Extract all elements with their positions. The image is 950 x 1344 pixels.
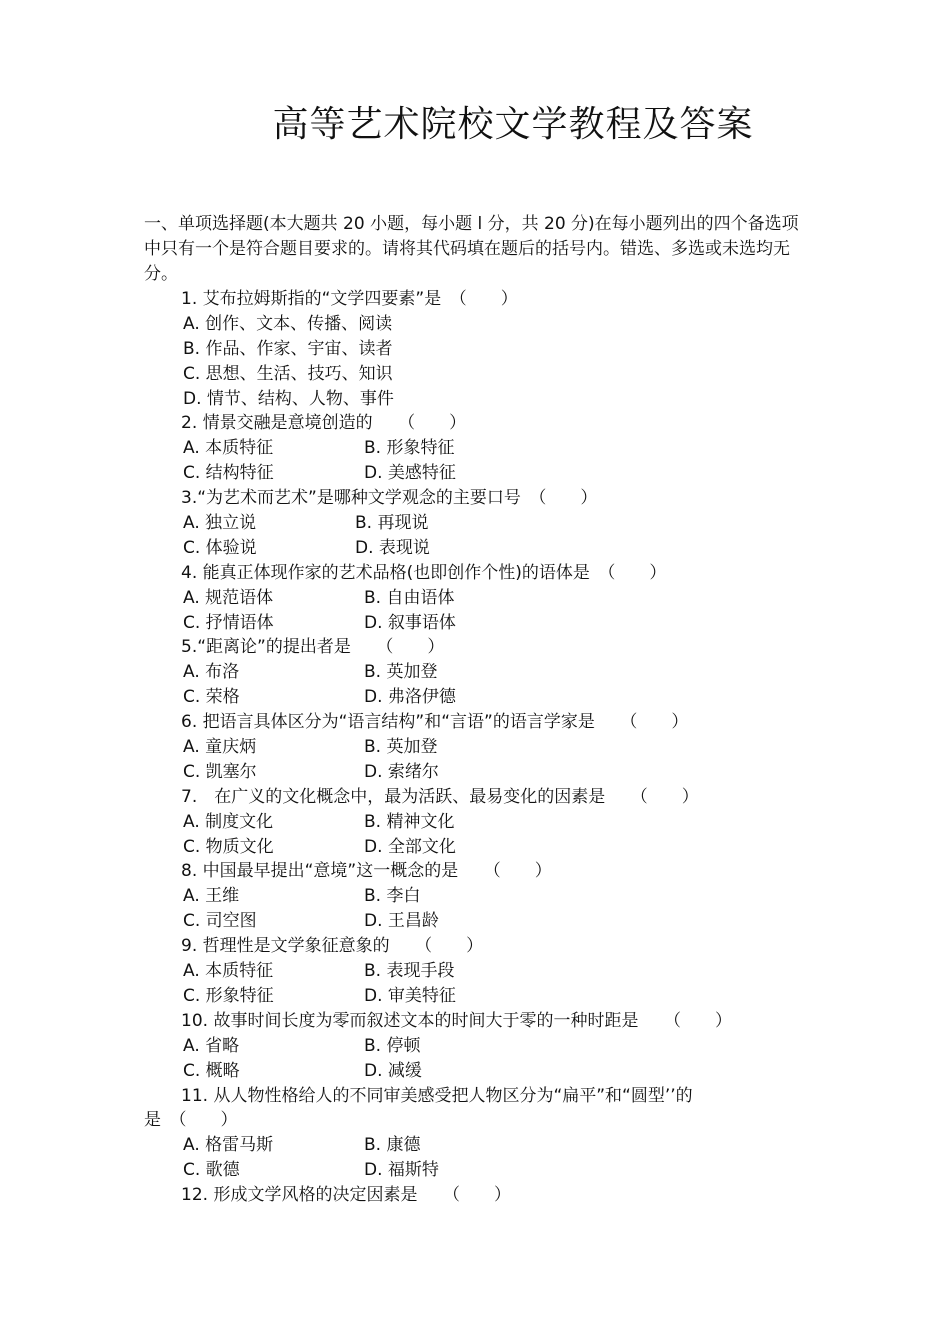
question-stem: 7. 在广义的文化概念中，最为活跃、最易变化的因素是 （ ） bbox=[181, 786, 699, 807]
option-row bbox=[0, 1133, 950, 1158]
question-stem: 10. 故事时间长度为零而叙述文本的时间大于零的一种时距是 （ ） bbox=[181, 1010, 732, 1031]
option-row bbox=[0, 536, 950, 561]
option-row bbox=[0, 362, 950, 387]
option-row bbox=[0, 1059, 950, 1084]
option: D. 福斯特 bbox=[364, 1160, 439, 1181]
question-stem: 1. 艾布拉姆斯指的“文学四要素”是 （ ） bbox=[181, 289, 518, 309]
option: A. 童庆炳 bbox=[183, 737, 257, 758]
option: A. 创作、文本、传播、阅读 bbox=[183, 313, 393, 334]
option: D. 全部文化 bbox=[364, 836, 456, 857]
option: D. 叙事语体 bbox=[364, 612, 456, 633]
question-stem-continued: 是 （ ） bbox=[144, 1110, 238, 1131]
option: D. 审美特征 bbox=[364, 985, 456, 1006]
option: D. 美感特征 bbox=[364, 463, 456, 484]
question-stem: 6. 把语言具体区分为“语言结构”和“言语”的语言学家是 （ ） bbox=[181, 712, 689, 733]
option: C. 思想、生活、技巧、知识 bbox=[183, 363, 393, 384]
option-row bbox=[0, 586, 950, 611]
option: B. 英加登 bbox=[364, 737, 438, 758]
option: D. 索绪尔 bbox=[364, 761, 439, 782]
option: A. 省略 bbox=[183, 1035, 240, 1056]
option: D. 情节、结构、人物、事件 bbox=[183, 388, 394, 409]
option-row bbox=[0, 959, 950, 984]
option-row bbox=[0, 387, 950, 412]
option: B. 李白 bbox=[364, 886, 421, 907]
option-row bbox=[0, 1158, 950, 1183]
question-stem: 8. 中国最早提出“意境”这一概念的是 （ ） bbox=[181, 861, 552, 882]
option-row bbox=[0, 984, 950, 1009]
option-row bbox=[0, 312, 950, 337]
option: A. 王维 bbox=[183, 886, 240, 907]
option: C. 物质文化 bbox=[183, 836, 274, 857]
option: D. 减缓 bbox=[364, 1060, 422, 1081]
option: A. 本质特征 bbox=[183, 961, 274, 982]
option: C. 概略 bbox=[183, 1060, 240, 1081]
option: B. 作品、作家、宇宙、读者 bbox=[183, 338, 393, 359]
option: D. 弗洛伊德 bbox=[364, 687, 456, 708]
option-row bbox=[0, 835, 950, 860]
question-stem: 9. 哲理性是文学象征意象的 （ ） bbox=[181, 936, 484, 957]
option-row bbox=[0, 436, 950, 461]
option-row bbox=[0, 685, 950, 710]
option: A. 格雷马斯 bbox=[183, 1135, 274, 1156]
question-stem: 3.“为艺术而艺术”是哪种文学观念的主要口号 （ ） bbox=[181, 488, 598, 509]
option: C. 司空图 bbox=[183, 911, 257, 932]
option-row bbox=[0, 884, 950, 909]
option-row bbox=[0, 760, 950, 785]
question-stem: 11. 从人物性格给人的不同审美感受把人物区分为“扁平”和“圆型’’的 bbox=[181, 1085, 693, 1106]
question-stem: 2. 情景交融是意境创造的 （ ） bbox=[181, 413, 467, 434]
option-row bbox=[0, 909, 950, 934]
option-row bbox=[0, 511, 950, 536]
option: A. 布洛 bbox=[183, 662, 240, 683]
option-row bbox=[0, 810, 950, 835]
option: A. 制度文化 bbox=[183, 811, 274, 832]
section-intro: 一、单项选择题(本大题共 20 小题，每小题 l 分，共 20 分)在每小题列出的四个备选项中只有一个是符合题目要求的。请将其代码填在题后的括号内。错选、多选或未选均无分。 bbox=[144, 214, 799, 284]
option: B. 再现说 bbox=[355, 513, 429, 534]
question-list bbox=[0, 287, 950, 1208]
option-row bbox=[0, 337, 950, 362]
option: B. 康德 bbox=[364, 1135, 421, 1156]
option: D. 表现说 bbox=[355, 537, 430, 558]
option: C. 歌德 bbox=[183, 1160, 240, 1181]
option: D. 王昌龄 bbox=[364, 911, 439, 932]
option: A. 规范语体 bbox=[183, 587, 274, 608]
option: B. 精神文化 bbox=[364, 811, 455, 832]
option: C. 荣格 bbox=[183, 687, 240, 708]
page-title: 高等艺术院校文学教程及答案 bbox=[272, 104, 754, 145]
option: B. 表现手段 bbox=[364, 961, 455, 982]
option-row bbox=[0, 611, 950, 636]
option: B. 停顿 bbox=[364, 1035, 421, 1056]
option: C. 结构特征 bbox=[183, 463, 274, 484]
option: A. 本质特征 bbox=[183, 438, 274, 459]
question-stem: 4. 能真正体现作家的艺术品格(也即创作个性)的语体是 （ ） bbox=[181, 562, 667, 583]
question-stem: 5.“距离论”的提出者是 （ ） bbox=[181, 637, 445, 658]
option-row bbox=[0, 660, 950, 685]
option: B. 英加登 bbox=[364, 662, 438, 683]
option-row bbox=[0, 1034, 950, 1059]
option: B. 形象特征 bbox=[364, 438, 455, 459]
option-row bbox=[0, 735, 950, 760]
option: C. 抒情语体 bbox=[183, 612, 274, 633]
option: C. 凯塞尔 bbox=[183, 761, 257, 782]
option: C. 体验说 bbox=[183, 537, 257, 558]
question-stem: 12. 形成文学风格的决定因素是 （ ） bbox=[181, 1185, 511, 1206]
option-row bbox=[0, 461, 950, 486]
option: B. 自由语体 bbox=[364, 587, 455, 608]
option: A. 独立说 bbox=[183, 513, 257, 534]
option: C. 形象特征 bbox=[183, 985, 274, 1006]
